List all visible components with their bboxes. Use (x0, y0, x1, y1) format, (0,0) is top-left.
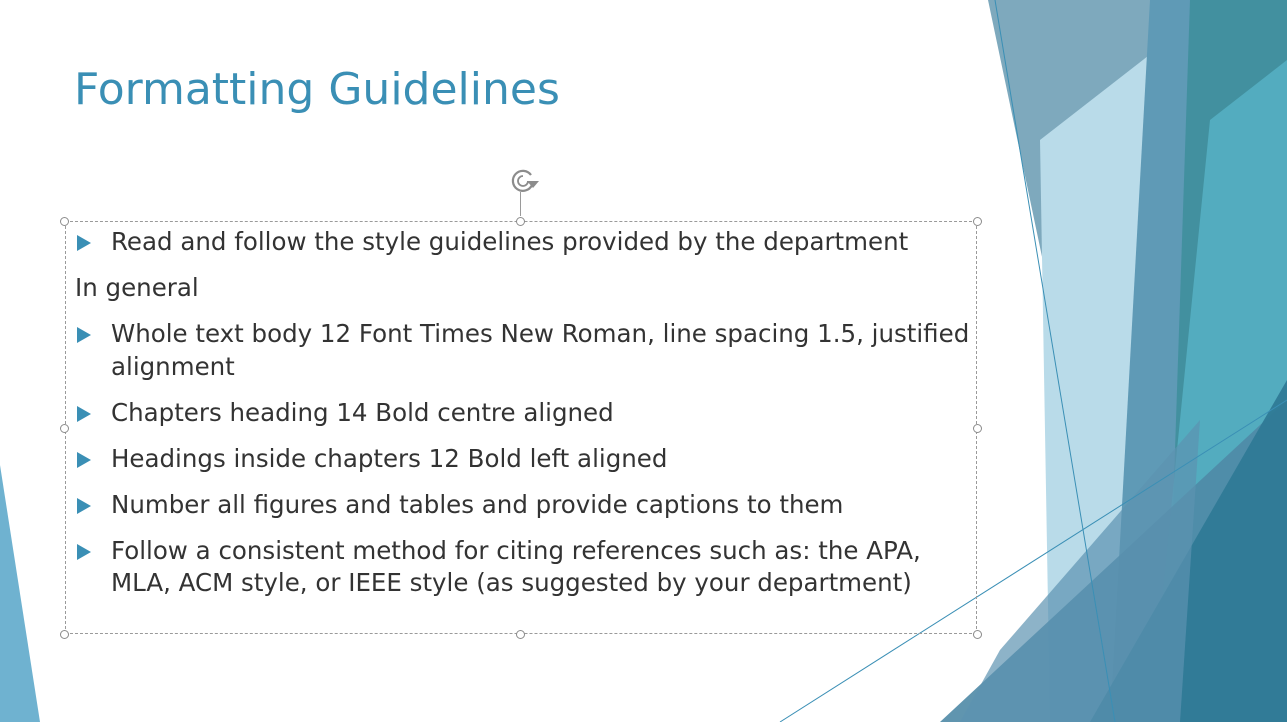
resize-handle-bottom-left[interactable] (60, 630, 69, 639)
slide-body-text[interactable] (75, 226, 975, 613)
resize-handle-bottom-center[interactable] (516, 630, 525, 639)
bullet-item[interactable] (75, 397, 975, 430)
bullet-arrow-icon (77, 498, 91, 514)
bullet-arrow-icon (77, 327, 91, 343)
bullet-text: Chapters heading 14 Bold centre aligned (111, 397, 614, 427)
resize-handle-bottom-right[interactable] (973, 630, 982, 639)
bullet-item[interactable] (75, 226, 975, 259)
bullet-item[interactable] (75, 318, 975, 383)
bullet-text: Read and follow the style guidelines provided by the department (111, 227, 909, 256)
resize-handle-middle-left[interactable] (60, 424, 69, 433)
resize-handle-top-right[interactable] (973, 217, 982, 226)
bullet-arrow-icon (77, 406, 91, 422)
resize-handle-top-left[interactable] (60, 217, 69, 226)
paragraph-text: In general (75, 273, 199, 302)
bullet-text: Whole text body 12 Font Times New Roman, line spacing 1.5, justified alignment (111, 319, 970, 381)
bullet-text: Headings inside chapters 12 Bold left aligned (111, 443, 668, 473)
bullet-item[interactable] (75, 443, 975, 476)
resize-handle-top-center[interactable] (516, 217, 525, 226)
bullet-item[interactable] (75, 535, 975, 600)
bullet-item[interactable] (75, 489, 975, 522)
bullet-arrow-icon (77, 235, 91, 251)
bullet-text: Follow a consistent method for citing references such as: the APA, MLA, ACM style, or IEEE style (as suggested by your department) (111, 535, 921, 597)
bullet-arrow-icon (77, 544, 91, 560)
rotate-handle-icon[interactable] (507, 166, 541, 196)
slide-title[interactable]: Formatting Guidelines (74, 64, 560, 115)
plain-paragraph[interactable] (75, 272, 975, 305)
bullet-text: Number all figures and tables and provide captions to them (111, 489, 844, 519)
bullet-arrow-icon (77, 452, 91, 468)
